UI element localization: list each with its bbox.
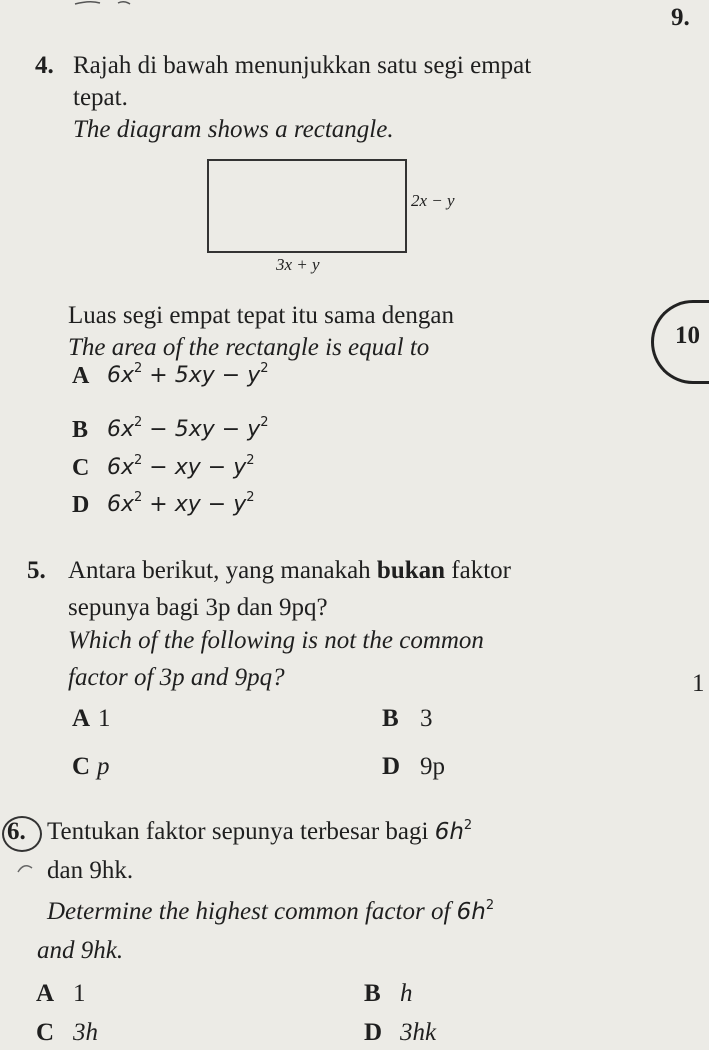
q4-text-en: The diagram shows a rectangle. [73, 116, 394, 143]
q6-option-a-value: 1 [73, 980, 86, 1007]
q5-option-d-letter: D [382, 753, 401, 780]
q6-text-ms-line2: dan 9hk. [47, 857, 134, 884]
q5-text-ms-line2: sepunya bagi 3p dan 9pq? [68, 594, 328, 621]
q4-number: 4. [35, 52, 54, 79]
margin-mark-q4: 10 [675, 322, 700, 349]
q4-option-b-letter: B [72, 417, 89, 443]
q5-option-b-letter: B [382, 705, 399, 732]
q6-option-d-value: 3hk [400, 1019, 437, 1046]
q6-option-d-letter: D [364, 1019, 383, 1046]
q6-option-c-letter: C [36, 1019, 55, 1046]
q4-option-c-expr: $6x^2$ − xy − $y^2$ [107, 453, 255, 480]
q5-option-a-letter: A [72, 705, 91, 732]
q5-option-c-letter: C [72, 753, 91, 780]
q5-text-en-line2: factor of 3p and 9pq? [68, 664, 285, 691]
q4-question-ms: Luas segi empat tepat itu sama dengan [68, 302, 454, 329]
q6-number: 6. [7, 818, 26, 845]
q4-option-a-letter: A [72, 363, 90, 389]
q5-option-a-value: 1 [98, 705, 111, 732]
page-number: 9. [671, 4, 690, 31]
q6-option-b-letter: B [364, 980, 381, 1007]
rectangle-width-label: 3x + y [276, 255, 320, 274]
q5-option-c-value: p [97, 753, 110, 780]
q4-text-ms-line2: tepat. [73, 84, 128, 111]
q4-question-en: The area of the rectangle is equal to [68, 334, 430, 361]
rectangle-height-label: 2x − y [411, 191, 455, 210]
q5-number: 5. [27, 557, 46, 584]
q6-text-en-line1: Determine the highest common factor of $6h^2$ [47, 898, 495, 925]
q4-option-a-expr: $6x^2 + 5xy - y^2$ [107, 361, 269, 388]
q6-option-a-letter: A [36, 980, 55, 1007]
q4-option-d-expr: $6x^2$ + xy − $y^2$ [107, 490, 255, 517]
q6-option-b-value: h [400, 980, 413, 1007]
q4-option-b-expr: $6x^2 - 5xy - y^2$ [107, 415, 269, 442]
q6-option-c-value: 3h [73, 1019, 98, 1046]
q4-option-d-letter: D [72, 492, 90, 518]
q6-text-en-line2: and 9hk. [37, 937, 124, 964]
q5-text-en-line1: Which of the following is not the common [68, 627, 484, 654]
q5-text-ms-line1: Antara berikut, yang manakah bukan faktor [68, 557, 511, 584]
q5-option-d-value: 9p [420, 753, 445, 780]
q5-option-b-value: 3 [420, 705, 433, 732]
q4-text-ms-line1: Rajah di bawah menunjukkan satu segi empat [73, 52, 532, 79]
q4-option-c-letter: C [72, 455, 90, 481]
q6-text-ms-line1: Tentukan faktor sepunya terbesar bagi $6h^2$ [47, 818, 473, 845]
margin-mark-q5: 1 [692, 670, 705, 697]
